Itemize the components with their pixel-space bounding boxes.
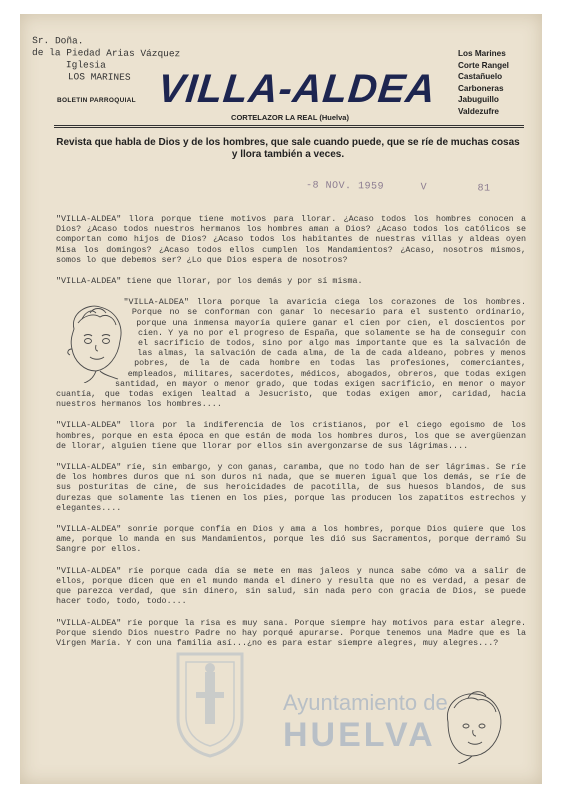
village-item: Carboneras xyxy=(458,83,504,93)
village-item: Castañuelo xyxy=(458,72,503,81)
paragraph: "VILLA-ALDEA" llora por la indiferencia de los cristianos, por el ciego egoismo de los hombres, porque en esta época en que están de moda los hombres duros, los que se avergüenzan de llorar, alguien tiene que llorar por ellos sin avergonzarse de sus lágrimas.... xyxy=(56,420,526,451)
header-divider xyxy=(54,125,524,126)
stamp-mark: V xyxy=(420,182,428,194)
address-line: de la Piedad Arias Vázquez xyxy=(32,46,181,60)
child-portrait-illustration xyxy=(60,299,132,383)
village-list xyxy=(458,48,509,117)
header-divider xyxy=(54,127,524,128)
masthead-subtitle: CORTELAZOR LA REAL (Huelva) xyxy=(231,113,349,122)
village-item: Los Marines xyxy=(458,49,506,58)
paragraph: "VILLA-ALDEA" llora porque la avaricia ciega los corazones de los hombres. Porque no se conforman con ganar lo necesario para el sustento ordinario, porque una inmensa mayoría quiere ganar el cien por cien, el doscientos por cien. Y ya no por el progreso de España, que solamente se ha de conseguir con el sacrificio de todos, sino por algo mas importante que es la salvación de las almas, la salvación de cada alma, de la de cada aldeano, pobres y menos pobres, de la de cada hombre en todas las profesiones, comerciantes, empleados, militares, sacerdotes, médicos, abogados, obreros, que todas exigen santidad, en mayor o menor grado, que todas exigen sacrificio, en menor o mayor cuantía, que todas exigen lealtad a Jesucristo, que todas exigen amor, caridad, hacia nuestros hermanos los hombres.... xyxy=(56,297,526,410)
archive-watermark xyxy=(283,690,448,755)
bulletin-label: BOLETIN PARROQUIAL xyxy=(57,97,136,104)
paragraph-with-illustration xyxy=(56,297,526,409)
stamp-date: -8 NOV. 1959 xyxy=(305,180,385,193)
paragraph: "VILLA-ALDEA" llora porque tiene motivos para llorar. ¿Acaso todos los hombres conocen a Dios? ¿Acaso todos nuestros hermanos los hombres aman a Dios? ¿Acaso todos los católicos se comportan como hijos de Dios? ¿Acaso todos los habitantes de nuestras villas y aldeas oyen Misa los domingos? ¿Acaso todos ellos cumplen los Mandamientos? ¿Acaso, nosotros mismos, somos lo que debemos ser? ¿Lo que Dios espera de nosotros? xyxy=(56,214,526,265)
paragraph: "VILLA-ALDEA" sonríe porque confía en Dios y ama a los hombres, porque Dios quiere que los ame, porque lo manda en sus Mandamientos, porque les dió sus Sacramentos, porque derramó Su Sangre por ellos. xyxy=(56,524,526,555)
address-line: LOS MARINES xyxy=(67,71,131,83)
archive-seal-watermark xyxy=(172,648,248,758)
paragraph: "VILLA-ALDEA" ríe porque la risa es muy sana. Porque siempre hay motivos para estar alegre. Porque siendo Dios nuestro Padre no hay porqué apurarse. Porque tenemos una Madre que es la Virgen María. Y con una familia así...¿no es para estar siempre alegres, muy alegres...? xyxy=(56,617,526,648)
village-item: Valdezufre xyxy=(458,106,499,116)
article-body xyxy=(56,214,526,659)
paragraph: "VILLA-ALDEA" tiene que llorar, por los demás y por sí misma. xyxy=(56,276,363,287)
watermark-line1: Ayuntamiento de xyxy=(283,690,448,715)
address-line: Sr. Doña. xyxy=(32,34,84,47)
masthead-title: VILLA-ALDEA xyxy=(155,67,439,111)
child-portrait-illustration-small xyxy=(428,682,520,764)
village-item: Corte Rangel xyxy=(458,60,509,70)
watermark-line2: HUELVA xyxy=(283,716,436,754)
paragraph: "VILLA-ALDEA" ríe, sin embargo, y con ganas, caramba, que no todo han de ser lágrimas. Se ríe de los hombres duros que ni son duros ni nada, que se mueren igual que los demás, se ríe de sus posturitas de cine, de sus heroicidades de pacotilla, de sus huesos blandos, de sus durezas que solamente las tienen en los pies, porque las producen los zapatitos estrechos y elegantes.... xyxy=(56,462,526,513)
stamp-number: 81 xyxy=(477,183,491,195)
tagline: Revista que habla de Dios y de los hombres, que sale cuando puede, que se ríe de muchas cosas y llora también a veces. xyxy=(56,137,520,160)
village-item: Jabuguillo xyxy=(458,95,499,104)
address-line: Iglesia xyxy=(65,59,106,71)
paragraph: "VILLA-ALDEA" ríe porque cada día se mete en mas jaleos y nunca sabe cómo va a salir de ellos, porque dicen que en el mundo manda el dinero y resulta que no es verdad, a pesar de que parezca verdad, que sin dinero, sin salud, sin nada pero con gracia de Dios, se puede hacer todo, todo, todo.... xyxy=(56,565,526,607)
